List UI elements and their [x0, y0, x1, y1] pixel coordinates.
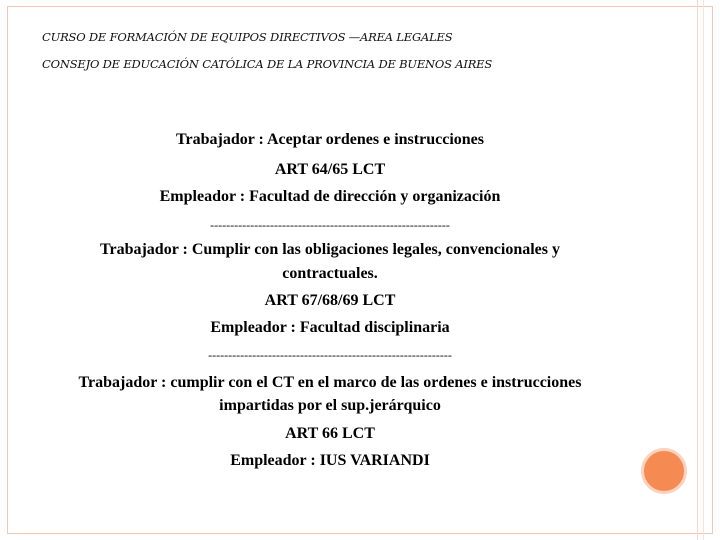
separator-2: ------------------------------------------------------------- — [208, 348, 452, 362]
block2-trabajador-line1: Trabajador : Cumplir con las obligaciones legales, convencionales y — [99, 241, 560, 258]
slide-edge-line-2 — [703, 0, 704, 540]
block3-empleador: Empleador : IUS VARIANDI — [230, 452, 430, 469]
block3-art: ART 66 LCT — [285, 425, 375, 442]
block1-art: ART 64/65 LCT — [274, 161, 386, 178]
header-council-name: CONSEJO DE EDUCACIÓN CATÓLICA DE LA PROVINCIA DE BUENOS AIRES — [42, 57, 493, 71]
block2-art: ART 67/68/69 LCT — [264, 292, 396, 309]
header-course-title: CURSO DE FORMACIÓN DE EQUIPOS DIRECTIVOS —AREA LEGALES — [42, 30, 453, 44]
separator-1: ------------------------------------------------------------ — [210, 218, 450, 232]
block1-trabajador: Trabajador : Aceptar ordenes e instrucciones — [176, 131, 484, 148]
block2-empleador: Empleador : Facultad disciplinaria — [210, 319, 450, 336]
block1-empleador: Empleador : Facultad de dirección y organización — [159, 188, 501, 205]
block3-trabajador-line2: impartidas por el sup.jerárquico — [219, 397, 441, 414]
block3-trabajador-line1: Trabajador : cumplir con el CT en el marco de las ordenes e instrucciones — [78, 374, 582, 391]
slide-edge-line — [697, 0, 698, 540]
decorative-circle — [641, 448, 687, 494]
block2-trabajador-line2: contractuales. — [282, 265, 378, 282]
